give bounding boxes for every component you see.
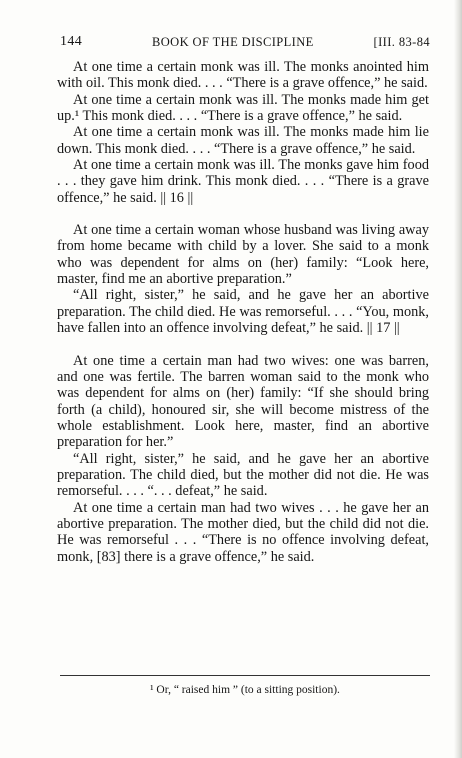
body-text <box>57 59 429 565</box>
paragraph: “All right, sister,” he said, and he gave her an abortive preparation. The child died, but the mother did not die. He was remorseful. . . . “. . . defeat,” he said. <box>57 450 429 500</box>
footnote-rule <box>60 675 430 676</box>
paragraph: At one time a certain woman whose husband was living away from home became with child by a lover. She said to a monk who was dependent for alms on (her) family: “Look here, master, find me an abortive preparation.” <box>57 222 429 288</box>
running-title: BOOK OF THE DISCIPLINE <box>152 35 314 49</box>
paragraph: At one time a certain man had two wives . . . he gave her an abortive preparation. The mother died, but the child did not die. He was remorseful . . . “There is no offence involving defeat, monk, [83] there is a grave offence,” he said. <box>57 499 429 565</box>
footnote: ¹ Or, “ raised him ” (to a sitting position). <box>150 684 340 696</box>
paragraph: “All right, sister,” he said, and he gave her an abortive preparation. The child died. He was remorseful. . . . “You, monk, have fallen into an offence involving defeat,” he said. || 17 || <box>57 287 429 337</box>
page-spine-shadow <box>454 0 462 758</box>
running-header <box>60 34 430 52</box>
section-reference: [III. 83-84 <box>373 35 430 49</box>
page-number: 144 <box>60 34 83 49</box>
paragraph: At one time a certain man had two wives: one was barren, and one was fertile. The barren woman said to the monk who was dependent for alms on (her) family: “If she should bring forth (a child), honoured sir, she will become mistress of the whole establishment. Look here, master, find an abortive preparation for her.” <box>57 352 429 451</box>
paragraph: At one time a certain monk was ill. The monks made him get up.¹ This monk died. . . . “There is a grave offence,” he said. <box>57 91 429 125</box>
paragraph: At one time a certain monk was ill. The monks made him lie down. This monk died. . . . “There is a grave offence,” he said. <box>57 124 429 157</box>
paragraph: At one time a certain monk was ill. The monks anointed him with oil. This monk died. . . . “There is a grave offence,” he said. <box>57 59 429 92</box>
paragraph: At one time a certain monk was ill. The monks gave him food . . . they gave him drink. This monk died. . . . “There is a grave offence,” he said. || 16 || <box>57 157 429 206</box>
